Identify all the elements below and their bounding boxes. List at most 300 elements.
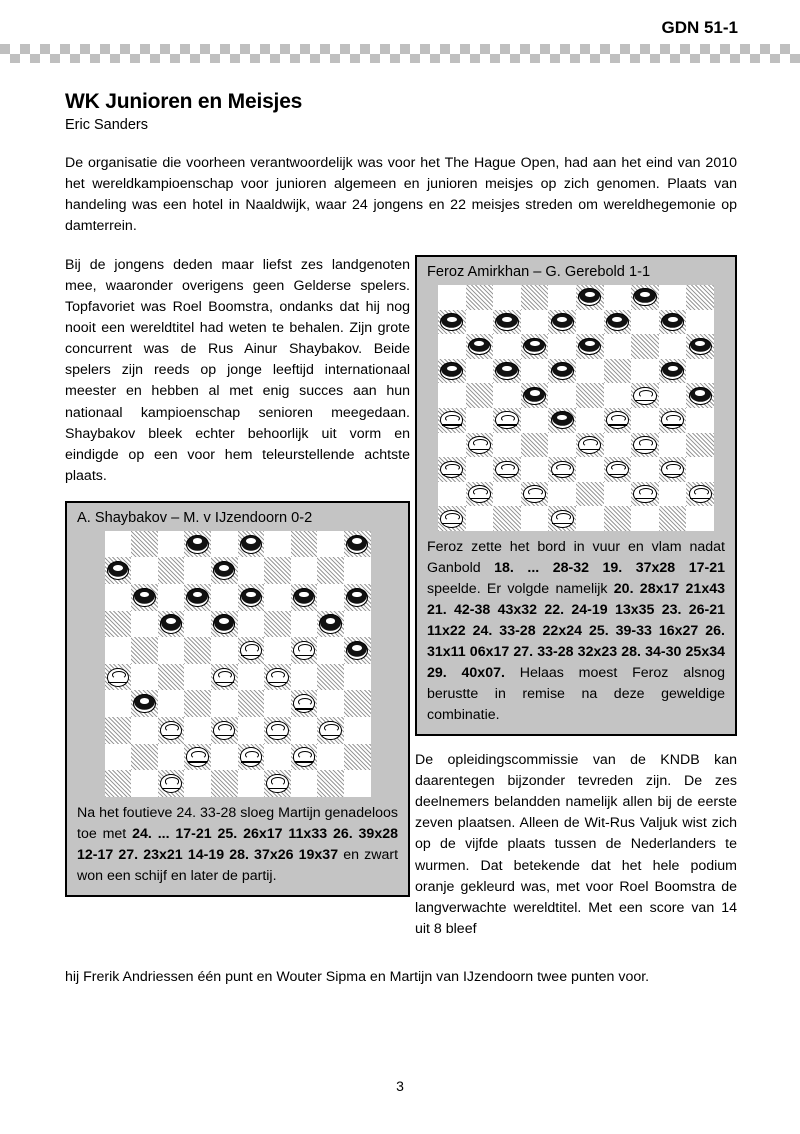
- board-square: [105, 637, 132, 664]
- board-square: [686, 359, 714, 384]
- board-square: [548, 433, 576, 458]
- board-square: [238, 770, 265, 797]
- board-square: [344, 611, 371, 638]
- move-notation: 20. 28x17 21x43 21. 42-38 43x32 22. 24-19 13x35 23. 26-21 11x22 24. 33-28 22x24 25. 39-33 16x27 26. 31x11 06x17 27. 33-28 32x23 28. 34-30 25x34 29. 40x07.: [427, 581, 725, 682]
- black-piece: [606, 313, 629, 331]
- board-square: [317, 611, 344, 638]
- board-square: [264, 584, 291, 611]
- board-square: [659, 334, 687, 359]
- white-piece: [213, 721, 235, 740]
- board-square: [438, 482, 466, 507]
- board-square: [344, 637, 371, 664]
- board-square: [631, 408, 659, 433]
- black-piece: [495, 313, 518, 331]
- white-piece: [266, 668, 288, 687]
- board-square: [466, 457, 494, 482]
- board-square: [493, 310, 521, 335]
- board-square: [158, 744, 185, 771]
- issue-label: GDN 51-1: [661, 18, 738, 37]
- board-square: [211, 531, 238, 558]
- board-square: [158, 664, 185, 691]
- black-piece: [160, 614, 182, 633]
- board-square: [631, 310, 659, 335]
- white-piece: [319, 721, 341, 740]
- board-square: [105, 557, 132, 584]
- board-square: [466, 482, 494, 507]
- board-square: [604, 408, 632, 433]
- white-piece: [633, 387, 656, 405]
- board-square: [317, 717, 344, 744]
- note-text: Na het foutieve 24. 33-28 sloeg Martijn genadeloos toe met: [77, 804, 399, 842]
- board-square: [631, 359, 659, 384]
- board-wrap: [75, 531, 400, 797]
- white-piece: [495, 461, 518, 479]
- board-square: [131, 611, 158, 638]
- black-piece: [346, 641, 368, 660]
- black-piece: [551, 362, 574, 380]
- board-square: [291, 744, 318, 771]
- board-square: [631, 482, 659, 507]
- board-square: [521, 383, 549, 408]
- board-square: [438, 433, 466, 458]
- board-square: [576, 408, 604, 433]
- board-square: [211, 690, 238, 717]
- column-right: [415, 255, 737, 940]
- black-piece: [107, 561, 129, 580]
- board-square: [344, 531, 371, 558]
- board-square: [158, 611, 185, 638]
- board-square: [604, 433, 632, 458]
- board-square: [264, 690, 291, 717]
- black-piece: [440, 362, 463, 380]
- board-square: [548, 482, 576, 507]
- board-square: [466, 334, 494, 359]
- board-square: [604, 457, 632, 482]
- board-square: [105, 584, 132, 611]
- board-square: [105, 611, 132, 638]
- board-square: [631, 457, 659, 482]
- board-square: [686, 310, 714, 335]
- board-square: [521, 408, 549, 433]
- white-piece: [689, 485, 712, 503]
- board-square: [291, 584, 318, 611]
- board-square: [131, 531, 158, 558]
- checkerboard-rule-icon: [0, 44, 800, 63]
- board-square: [576, 285, 604, 310]
- black-piece: [689, 338, 712, 356]
- page-title: WK Junioren en Meisjes: [65, 90, 303, 113]
- board-square: [158, 584, 185, 611]
- white-piece: [160, 774, 182, 793]
- article-author: Eric Sanders: [65, 117, 149, 133]
- article-head: [65, 90, 737, 249]
- board-square: [466, 285, 494, 310]
- black-piece: [133, 588, 155, 607]
- board-square: [344, 744, 371, 771]
- board-square: [631, 383, 659, 408]
- board-square: [238, 611, 265, 638]
- board-square: [438, 506, 466, 531]
- draughts-board: [438, 285, 714, 531]
- black-piece: [346, 535, 368, 554]
- board-square: [493, 334, 521, 359]
- note-text: en zwart won een schijf en later de partij.: [77, 846, 399, 884]
- board-square: [438, 359, 466, 384]
- board-square: [105, 531, 132, 558]
- board-square: [158, 557, 185, 584]
- white-piece: [523, 485, 546, 503]
- board-square: [158, 531, 185, 558]
- board-square: [548, 506, 576, 531]
- board-square: [211, 664, 238, 691]
- board-square: [264, 531, 291, 558]
- black-piece: [213, 614, 235, 633]
- board-square: [184, 611, 211, 638]
- board-square: [317, 584, 344, 611]
- board-square: [184, 770, 211, 797]
- board-square: [158, 770, 185, 797]
- board-square: [521, 506, 549, 531]
- board-square: [211, 744, 238, 771]
- board-square: [344, 557, 371, 584]
- board-square: [291, 557, 318, 584]
- board-square: [576, 482, 604, 507]
- board-square: [548, 310, 576, 335]
- board-square: [521, 433, 549, 458]
- tail-paragraph: hij Frerik Andriessen één punt en Wouter Sipma en Martijn van IJzendoorn twee punten voor.: [65, 969, 650, 985]
- board-square: [264, 611, 291, 638]
- board-square: [659, 310, 687, 335]
- black-piece: [133, 694, 155, 713]
- board-square: [317, 664, 344, 691]
- black-piece: [440, 313, 463, 331]
- board-square: [576, 310, 604, 335]
- black-piece: [633, 288, 656, 306]
- board-square: [238, 637, 265, 664]
- black-piece: [293, 588, 315, 607]
- board-square: [158, 717, 185, 744]
- black-piece: [319, 614, 341, 633]
- board-square: [211, 637, 238, 664]
- board-square: [631, 285, 659, 310]
- black-piece: [661, 362, 684, 380]
- board-square: [317, 531, 344, 558]
- board-square: [466, 433, 494, 458]
- white-piece: [293, 747, 315, 766]
- board-square: [105, 770, 132, 797]
- board-square: [466, 359, 494, 384]
- board-square: [264, 744, 291, 771]
- board-square: [548, 334, 576, 359]
- board-square: [521, 359, 549, 384]
- board-square: [184, 584, 211, 611]
- board-square: [264, 557, 291, 584]
- board-square: [344, 584, 371, 611]
- board-square: [576, 383, 604, 408]
- board-square: [548, 457, 576, 482]
- board-square: [238, 584, 265, 611]
- board-square: [548, 285, 576, 310]
- board-square: [686, 285, 714, 310]
- board-square: [576, 457, 604, 482]
- board-square: [466, 310, 494, 335]
- board-square: [521, 457, 549, 482]
- board-square: [631, 433, 659, 458]
- board-square: [631, 506, 659, 531]
- white-piece: [440, 411, 463, 429]
- board-square: [686, 457, 714, 482]
- board-square: [131, 637, 158, 664]
- board-square: [344, 690, 371, 717]
- board-square: [211, 770, 238, 797]
- board-square: [548, 359, 576, 384]
- white-piece: [633, 485, 656, 503]
- black-piece: [186, 535, 208, 554]
- board-square: [548, 408, 576, 433]
- board-square: [659, 383, 687, 408]
- white-piece: [440, 510, 463, 528]
- black-piece: [578, 288, 601, 306]
- white-piece: [495, 411, 518, 429]
- left-column-paragraph: Bij de jongens deden maar liefst zes landgenoten mee, waaronder overigens geen Gelderse spelers. Topfavoriet was Roel Boomstra, ondanks dat hij nog nooit een wereldtitel had weten te behalen. Zijn grote concurrent was de Rus Ainur Shaybakov. Beide spelers zijn reeds op jonge leeftijd internationaal meester en hebben al met enig succes aan hun nationaal kampioenschap senioren meegedaan. Shaybakov bleek echter behoorlijk uit vorm en eindigde op een voor hem teleurstellende achtste plaats.: [65, 257, 410, 484]
- board-square: [131, 557, 158, 584]
- board-square: [438, 285, 466, 310]
- board-square: [493, 506, 521, 531]
- white-piece: [240, 747, 262, 766]
- board-square: [291, 690, 318, 717]
- board-square: [659, 408, 687, 433]
- board-square: [317, 690, 344, 717]
- board-square: [105, 690, 132, 717]
- white-piece: [266, 721, 288, 740]
- white-piece: [606, 461, 629, 479]
- board-square: [105, 744, 132, 771]
- white-piece: [266, 774, 288, 793]
- board-square: [211, 557, 238, 584]
- board-square: [493, 482, 521, 507]
- board-square: [686, 408, 714, 433]
- draughts-board: [105, 531, 371, 797]
- board-square: [344, 717, 371, 744]
- board-square: [131, 744, 158, 771]
- white-piece: [551, 510, 574, 528]
- board-square: [184, 744, 211, 771]
- board-square: [184, 637, 211, 664]
- board-square: [238, 531, 265, 558]
- board-square: [493, 383, 521, 408]
- board-square: [686, 482, 714, 507]
- black-piece: [551, 313, 574, 331]
- board-square: [291, 717, 318, 744]
- board-square: [576, 359, 604, 384]
- board-square: [659, 482, 687, 507]
- board-square: [604, 334, 632, 359]
- diagram-note: [77, 803, 398, 887]
- board-square: [184, 664, 211, 691]
- right-column-paragraph: De opleidingscommissie van de KNDB kan daarentegen bijzonder tevreden zijn. De zes deelnemers belandden namelijk allen bij de eerste zeven plaatsen. Alleen de Wit-Rus Valjuk wist zich op de vijfde plaats tussen de Nederlanders te wurmen. Dat betekende dat het hele podium oranje gekleurd was, met voor Roel Boomstra de langverwachte wereldtitel. Met een score van 14 uit 8 bleef: [415, 752, 737, 937]
- board-square: [344, 770, 371, 797]
- board-square: [184, 717, 211, 744]
- board-square: [291, 531, 318, 558]
- board-square: [659, 433, 687, 458]
- board-square: [105, 717, 132, 744]
- board-square: [238, 690, 265, 717]
- board-square: [686, 383, 714, 408]
- board-square: [131, 717, 158, 744]
- black-piece: [689, 387, 712, 405]
- white-piece: [468, 436, 491, 454]
- note-text: speelde. Er volgde namelijk: [427, 581, 614, 598]
- board-square: [493, 408, 521, 433]
- board-square: [105, 664, 132, 691]
- board-wrap: [425, 285, 727, 531]
- black-piece: [495, 362, 518, 380]
- diagram-shaybakov: [65, 501, 410, 897]
- board-square: [438, 383, 466, 408]
- board-square: [317, 770, 344, 797]
- board-square: [184, 531, 211, 558]
- board-square: [438, 408, 466, 433]
- board-square: [291, 637, 318, 664]
- white-piece: [633, 436, 656, 454]
- black-piece: [661, 313, 684, 331]
- page-header: [0, 0, 800, 70]
- board-square: [438, 334, 466, 359]
- diagram-caption: A. Shaybakov – M. v IJzendoorn 0-2: [77, 509, 313, 526]
- board-square: [493, 457, 521, 482]
- page-number: 3: [396, 1078, 404, 1094]
- board-square: [131, 664, 158, 691]
- white-piece: [293, 641, 315, 660]
- board-square: [686, 433, 714, 458]
- board-square: [493, 285, 521, 310]
- black-piece: [240, 535, 262, 554]
- board-square: [264, 770, 291, 797]
- board-square: [131, 770, 158, 797]
- board-square: [291, 770, 318, 797]
- board-square: [131, 690, 158, 717]
- white-piece: [551, 461, 574, 479]
- note-text: Feroz zette het bord in vuur en vlam nadat Ganbold: [427, 539, 725, 577]
- column-left: [65, 255, 410, 897]
- black-piece: [213, 561, 235, 580]
- board-square: [184, 690, 211, 717]
- board-square: [211, 611, 238, 638]
- white-piece: [213, 668, 235, 687]
- board-square: [238, 557, 265, 584]
- board-square: [604, 310, 632, 335]
- board-square: [576, 334, 604, 359]
- board-square: [344, 664, 371, 691]
- board-square: [659, 285, 687, 310]
- intro-paragraph: De organisatie die voorheen verantwoordelijk was voor het The Hague Open, had aan het eind van 2010 het wereldkampioenschap voor junioren algemeen en junioren meisjes op zich genomen. Plaats van handeling was een hotel in Naaldwijk, waar 24 jongens en 22 meisjes streden om wereldhegemonie op damterrein.: [65, 155, 737, 234]
- diagram-note: [427, 537, 725, 726]
- note-text: Helaas moest Feroz alsnog berustte in remise na deze geweldige combinatie.: [427, 665, 725, 724]
- black-piece: [186, 588, 208, 607]
- board-square: [291, 664, 318, 691]
- black-piece: [523, 338, 546, 356]
- white-piece: [107, 668, 129, 687]
- board-square: [466, 383, 494, 408]
- diagram-amirkhan: [415, 255, 737, 736]
- black-piece: [523, 387, 546, 405]
- white-piece: [661, 411, 684, 429]
- board-square: [466, 506, 494, 531]
- black-piece: [346, 588, 368, 607]
- diagram-caption: Feroz Amirkhan – G. Gerebold 1-1: [427, 264, 651, 280]
- board-square: [493, 359, 521, 384]
- white-piece: [606, 411, 629, 429]
- board-square: [438, 457, 466, 482]
- board-square: [631, 334, 659, 359]
- board-square: [438, 310, 466, 335]
- board-square: [659, 457, 687, 482]
- move-notation: 24. ... 17-21 25. 26x17 11x33 26. 39x28 12-17 27. 23x21 14-19 28. 37x26 19x37: [77, 825, 398, 863]
- two-column-area: [65, 255, 737, 955]
- board-square: [604, 359, 632, 384]
- white-piece: [578, 436, 601, 454]
- board-square: [521, 285, 549, 310]
- board-square: [521, 334, 549, 359]
- board-square: [211, 717, 238, 744]
- board-square: [466, 408, 494, 433]
- board-square: [238, 664, 265, 691]
- white-piece: [440, 461, 463, 479]
- white-piece: [661, 461, 684, 479]
- board-square: [604, 506, 632, 531]
- board-square: [158, 637, 185, 664]
- board-square: [521, 310, 549, 335]
- board-square: [264, 637, 291, 664]
- white-piece: [186, 747, 208, 766]
- board-square: [604, 285, 632, 310]
- board-square: [211, 584, 238, 611]
- board-square: [686, 334, 714, 359]
- board-square: [686, 506, 714, 531]
- board-square: [604, 383, 632, 408]
- white-piece: [240, 641, 262, 660]
- black-piece: [578, 338, 601, 356]
- board-square: [493, 433, 521, 458]
- tail-area: [65, 967, 737, 1000]
- board-square: [238, 717, 265, 744]
- board-square: [317, 637, 344, 664]
- board-square: [576, 506, 604, 531]
- black-piece: [551, 411, 574, 429]
- board-square: [264, 717, 291, 744]
- board-square: [548, 383, 576, 408]
- white-piece: [468, 485, 491, 503]
- board-square: [184, 557, 211, 584]
- board-square: [317, 557, 344, 584]
- black-piece: [468, 338, 491, 356]
- board-square: [659, 359, 687, 384]
- board-square: [158, 690, 185, 717]
- board-square: [317, 744, 344, 771]
- white-piece: [293, 694, 315, 713]
- move-notation: 18. ... 28-32 19. 37x28 17-21: [494, 560, 725, 577]
- board-square: [264, 664, 291, 691]
- board-square: [291, 611, 318, 638]
- black-piece: [240, 588, 262, 607]
- board-square: [521, 482, 549, 507]
- board-square: [604, 482, 632, 507]
- board-square: [131, 584, 158, 611]
- board-square: [576, 433, 604, 458]
- board-square: [659, 506, 687, 531]
- white-piece: [160, 721, 182, 740]
- board-square: [238, 744, 265, 771]
